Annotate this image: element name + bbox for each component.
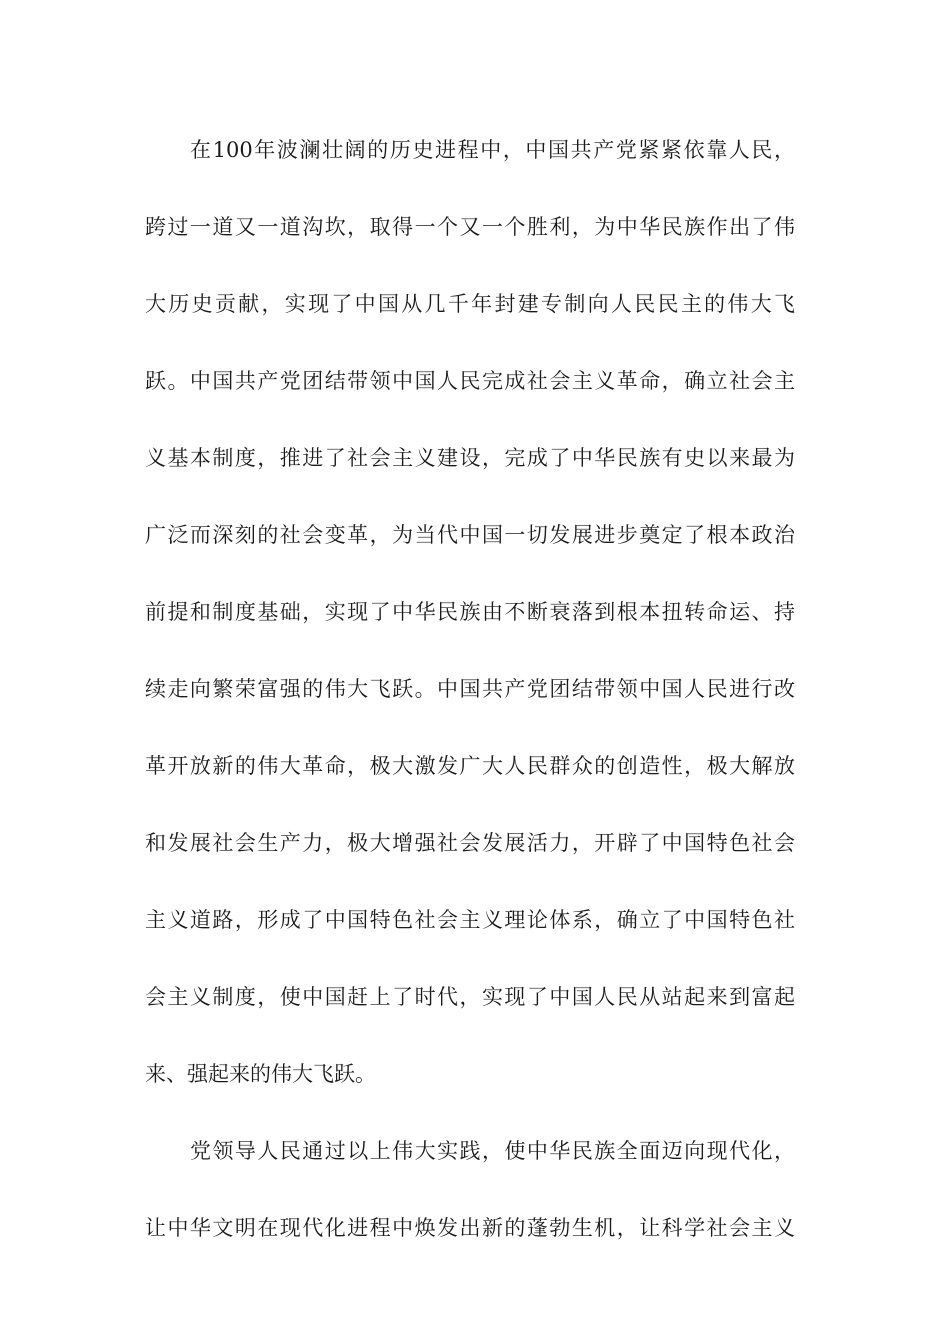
paragraph-2-line-1: 党领导人民通过以上伟大实践，使中华民族全面迈向现代化，	[190, 1139, 795, 1163]
paragraph-1-line-7: 前提和制度基础，实现了中华民族由不断衰落到根本扭转命运、持	[145, 600, 795, 624]
paragraph-1-line-4: 跃。中国共产党团结带领中国人民完成社会主义革命，确立社会主	[145, 369, 795, 393]
paragraph-1-line-9: 革开放新的伟大革命，极大激发广大人民群众的创造性，极大解放	[145, 754, 795, 778]
paragraph-1-line-12: 会主义制度，使中国赶上了时代，实现了中国人民从站起来到富起	[145, 985, 795, 1009]
paragraph-1-line-3: 大历史贡献，实现了中国从几千年封建专制向人民民主的伟大飞	[145, 292, 795, 316]
paragraph-1-line-2: 跨过一道又一道沟坎，取得一个又一个胜利，为中华民族作出了伟	[145, 215, 795, 239]
paragraph-2-line-2: 让中华文明在现代化进程中焕发出新的蓬勃生机，让科学社会主义	[145, 1216, 795, 1240]
paragraph-1-line-8: 续走向繁荣富强的伟大飞跃。中国共产党团结带领中国人民进行改	[145, 677, 795, 701]
paragraph-1-line-13: 来、强起来的伟大飞跃。	[145, 1062, 376, 1086]
paragraph-1-line-1: 在100年波澜壮阔的历史进程中，中国共产党紧紧依靠人民，	[190, 138, 795, 162]
paragraph-1-line-6: 广泛而深刻的社会变革，为当代中国一切发展进步奠定了根本政治	[145, 523, 795, 547]
paragraph-1-line-5: 义基本制度，推进了社会主义建设，完成了中华民族有史以来最为	[145, 446, 795, 470]
paragraph-1-line-10: 和发展社会生产力，极大增强社会发展活力，开辟了中国特色社会	[145, 831, 795, 855]
paragraph-1-line-11: 主义道路，形成了中国特色社会主义理论体系，确立了中国特色社	[145, 908, 795, 932]
